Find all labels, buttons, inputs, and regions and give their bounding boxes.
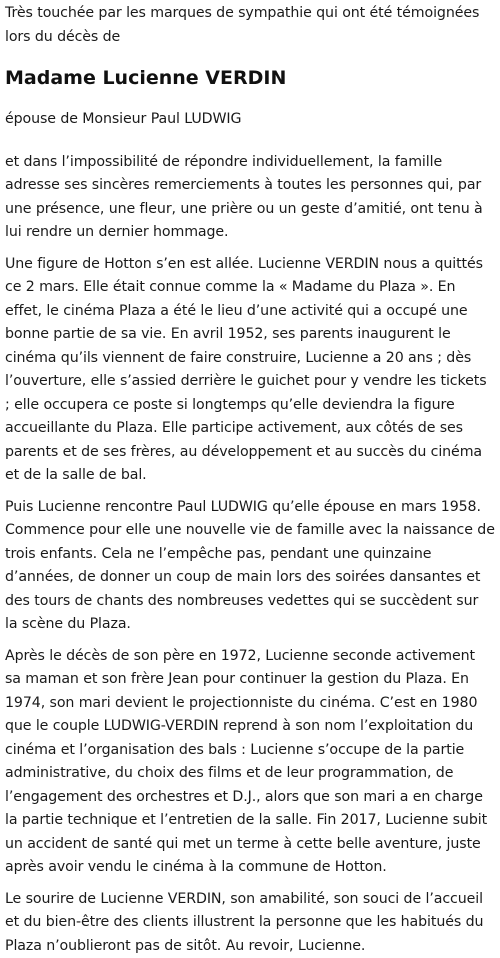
paragraph-biography-marriage: Puis Lucienne rencontre Paul LUDWIG qu’elle épouse en mars 1958. Commence pour elle une nouvelle vie de famille avec la naissance de trois enfants. Cela ne l’empêche pas, pendant une quinzaine d’années, de donner un coup de main lors des soirées dansantes et des tours de chants des nombreuses vedettes qui se succèdent sur la scène du Plaza. <box>5 496 495 637</box>
deceased-name-heading: Madame Lucienne VERDIN <box>5 65 495 91</box>
paragraph-biography-plaza: Une figure de Hotton s’en est allée. Lucienne VERDIN nous a quittés ce 2 mars. Elle était connue comme la « Madame du Plaza ». En effet, le cinéma Plaza a été le lieu d’une activité qui a occupé une bonne partie de sa vie. En avril 1952, ses parents inaugurent le cinéma qu’ils viennent de faire construire, Lucienne a 20 ans ; dès l’ouverture, elle s’assied derrière le guichet pour y vendre les tickets ; elle occupera ce poste si longtemps qu’elle deviendra la figure accueillante du Plaza. Elle participe activement, aux côtés de ses parents et de ses frères, au développement et au succès du cinéma et de la salle de bal. <box>5 253 495 488</box>
paragraph-thanks: et dans l’impossibilité de répondre individuellement, la famille adresse ses sincères remerciements à toutes les personnes qui, par une présence, une fleur, une prière ou un geste d’amitié, ont tenu à lui rendre un dernier hommage. <box>5 151 495 245</box>
obituary-notice <box>5 0 495 958</box>
spouse-line: épouse de Monsieur Paul LUDWIG <box>5 108 495 132</box>
paragraph-farewell: Le sourire de Lucienne VERDIN, son amabilité, son souci de l’accueil et du bien-être des clients illustrent la personne que les habitués du Plaza n’oublieront pas de sitôt. Au revoir, Lucienne. <box>5 888 495 958</box>
paragraph-biography-management: Après le décès de son père en 1972, Lucienne seconde activement sa maman et son frère Jean pour continuer la gestion du Plaza. En 1974, son mari devient le projectionniste du cinéma. C’est en 1980 que le couple LUDWIG-VERDIN reprend à son nom l’exploitation du cinéma et l’organisation des bals : Lucienne s’occupe de la partie administrative, du choix des films et de leur programmation, de l’engagement des orchestres et D.J., alors que son mari a en charge la partie technique et l’entretien de la salle. Fin 2017, Lucienne subit un accident de santé qui met un terme à cette belle aventure, juste après avoir vendu le cinéma à la commune de Hotton. <box>5 645 495 880</box>
intro-text: Très touchée par les marques de sympathie qui ont été témoignées lors du décès de <box>5 0 495 49</box>
